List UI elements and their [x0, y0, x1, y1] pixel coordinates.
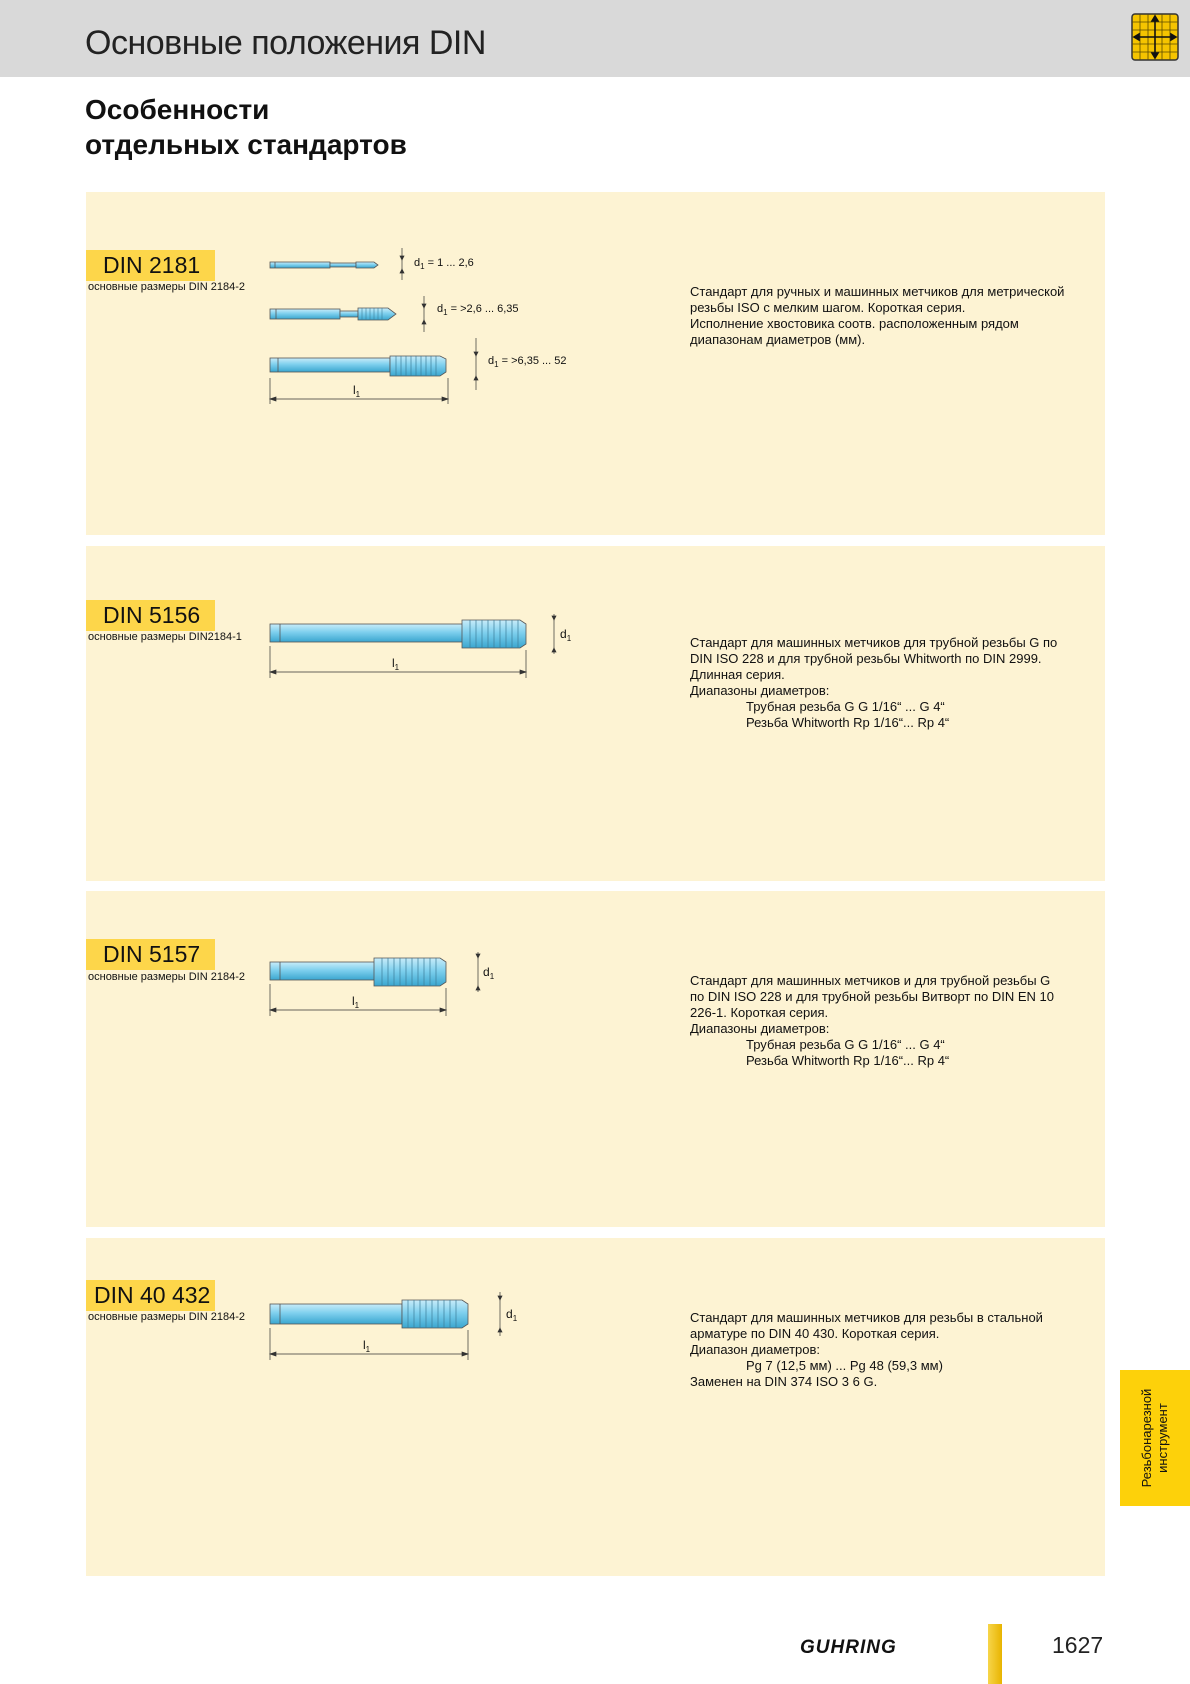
desc-line: Стандарт для машинных метчиков и для трубной резьбы G	[690, 973, 1051, 988]
desc-line: Диапазоны диаметров:	[690, 683, 830, 698]
desc-line: Диапазоны диаметров:	[690, 1021, 830, 1036]
range-line: Резьба Whitworth Rp 1/16“... Rp 4“	[746, 1053, 950, 1068]
footer-accent-bar	[988, 1624, 1002, 1684]
desc-line: Стандарт для машинных метчиков для трубной резьбы G по	[690, 635, 1058, 650]
page-heading-line1: Особенности	[85, 94, 270, 125]
tap-drawing-din-40432	[262, 1288, 522, 1362]
desc-line: Стандарт для машинных метчиков для резьбы в стальной	[690, 1310, 1043, 1325]
page-heading	[85, 92, 407, 162]
desc-line: Заменен на DIN 374 ISO 3 6 G.	[690, 1374, 878, 1389]
range-line: Резьба Whitworth Rp 1/16“... Rp 4“	[746, 715, 950, 730]
din-subtitle: основные размеры DIN 2184-2	[88, 281, 245, 293]
desc-line: Диапазон диаметров:	[690, 1342, 820, 1357]
range-line: Pg 7 (12,5 мм) ... Pg 48 (59,3 мм)	[746, 1358, 943, 1373]
tap-drawing-din-5157	[262, 948, 502, 1018]
din-subtitle: основные размеры DIN2184-1	[88, 631, 242, 643]
din-subtitle: основные размеры DIN 2184-2	[88, 1311, 245, 1323]
brand-logo: GUHRING	[800, 1637, 897, 1658]
desc-line: DIN ISO 228 и для трубной резьбы Whitworth по DIN 2999.	[690, 651, 1042, 666]
desc-line: арматуре по DIN 40 430. Короткая серия.	[690, 1326, 940, 1341]
range-line: Трубная резьба G G 1/16“ ... G 4“	[746, 1037, 945, 1052]
desc-line: диапазонам диаметров (мм).	[690, 332, 866, 347]
desc-line: резьбы ISO с мелким шагом. Короткая серия.	[690, 300, 966, 315]
section-description	[690, 284, 1110, 348]
dim-label: $d_1 = >2,6$ ... 6,35	[437, 303, 519, 317]
section-description	[690, 1310, 1110, 1390]
din-badge: DIN 40 432	[86, 1280, 215, 1311]
length-label: $l_1$	[363, 1338, 371, 1354]
thread-grid-icon	[1131, 13, 1179, 61]
length-label: $l_1$	[392, 656, 400, 672]
section-description	[690, 973, 1110, 1069]
din-badge: DIN 2181	[86, 250, 215, 281]
side-tab-label: Резьбонарезной инструмент	[1139, 1388, 1170, 1488]
tap-drawing-din-2181	[262, 246, 602, 406]
tap-small	[270, 262, 378, 268]
din-subtitle: основные размеры DIN 2184-2	[88, 971, 245, 983]
range-line: Трубная резьба G G 1/16“ ... G 4“	[746, 699, 945, 714]
tap-large	[270, 356, 446, 376]
desc-line: по DIN ISO 228 и для трубной резьбы Витворт по DIN EN 10	[690, 989, 1055, 1004]
page-number: 1627	[1052, 1632, 1104, 1658]
din-badge: DIN 5157	[86, 939, 215, 970]
tap-drawing-din-5156	[262, 610, 582, 680]
desc-line: Длинная серия.	[690, 667, 785, 682]
page-heading-line2: отдельных стандартов	[85, 129, 407, 160]
length-label: $l_1$	[353, 383, 361, 399]
dim-label: $d_1$	[483, 965, 495, 981]
side-tab-label-wrap	[1120, 1370, 1190, 1506]
page-header-title: Основные положения DIN	[85, 24, 486, 62]
section-panel-din-40432	[86, 1238, 1105, 1576]
dim-label: $d_1$	[560, 627, 572, 643]
dim-label: $d_1 = >6,35$ ... 52	[488, 355, 567, 369]
desc-line: 226-1. Короткая серия.	[690, 1005, 829, 1020]
tap-medium	[270, 308, 396, 320]
desc-line: Исполнение хвостовика соотв. расположенным рядом	[690, 316, 1019, 331]
din-badge: DIN 5156	[86, 600, 215, 631]
dim-label: $d_1 = 1$ ... 2,6	[414, 257, 474, 271]
section-description	[690, 635, 1110, 731]
length-label: $l_1$	[352, 994, 360, 1010]
desc-line: Стандарт для ручных и машинных метчиков для метрической	[690, 284, 1065, 299]
dim-label: $d_1$	[506, 1307, 518, 1323]
